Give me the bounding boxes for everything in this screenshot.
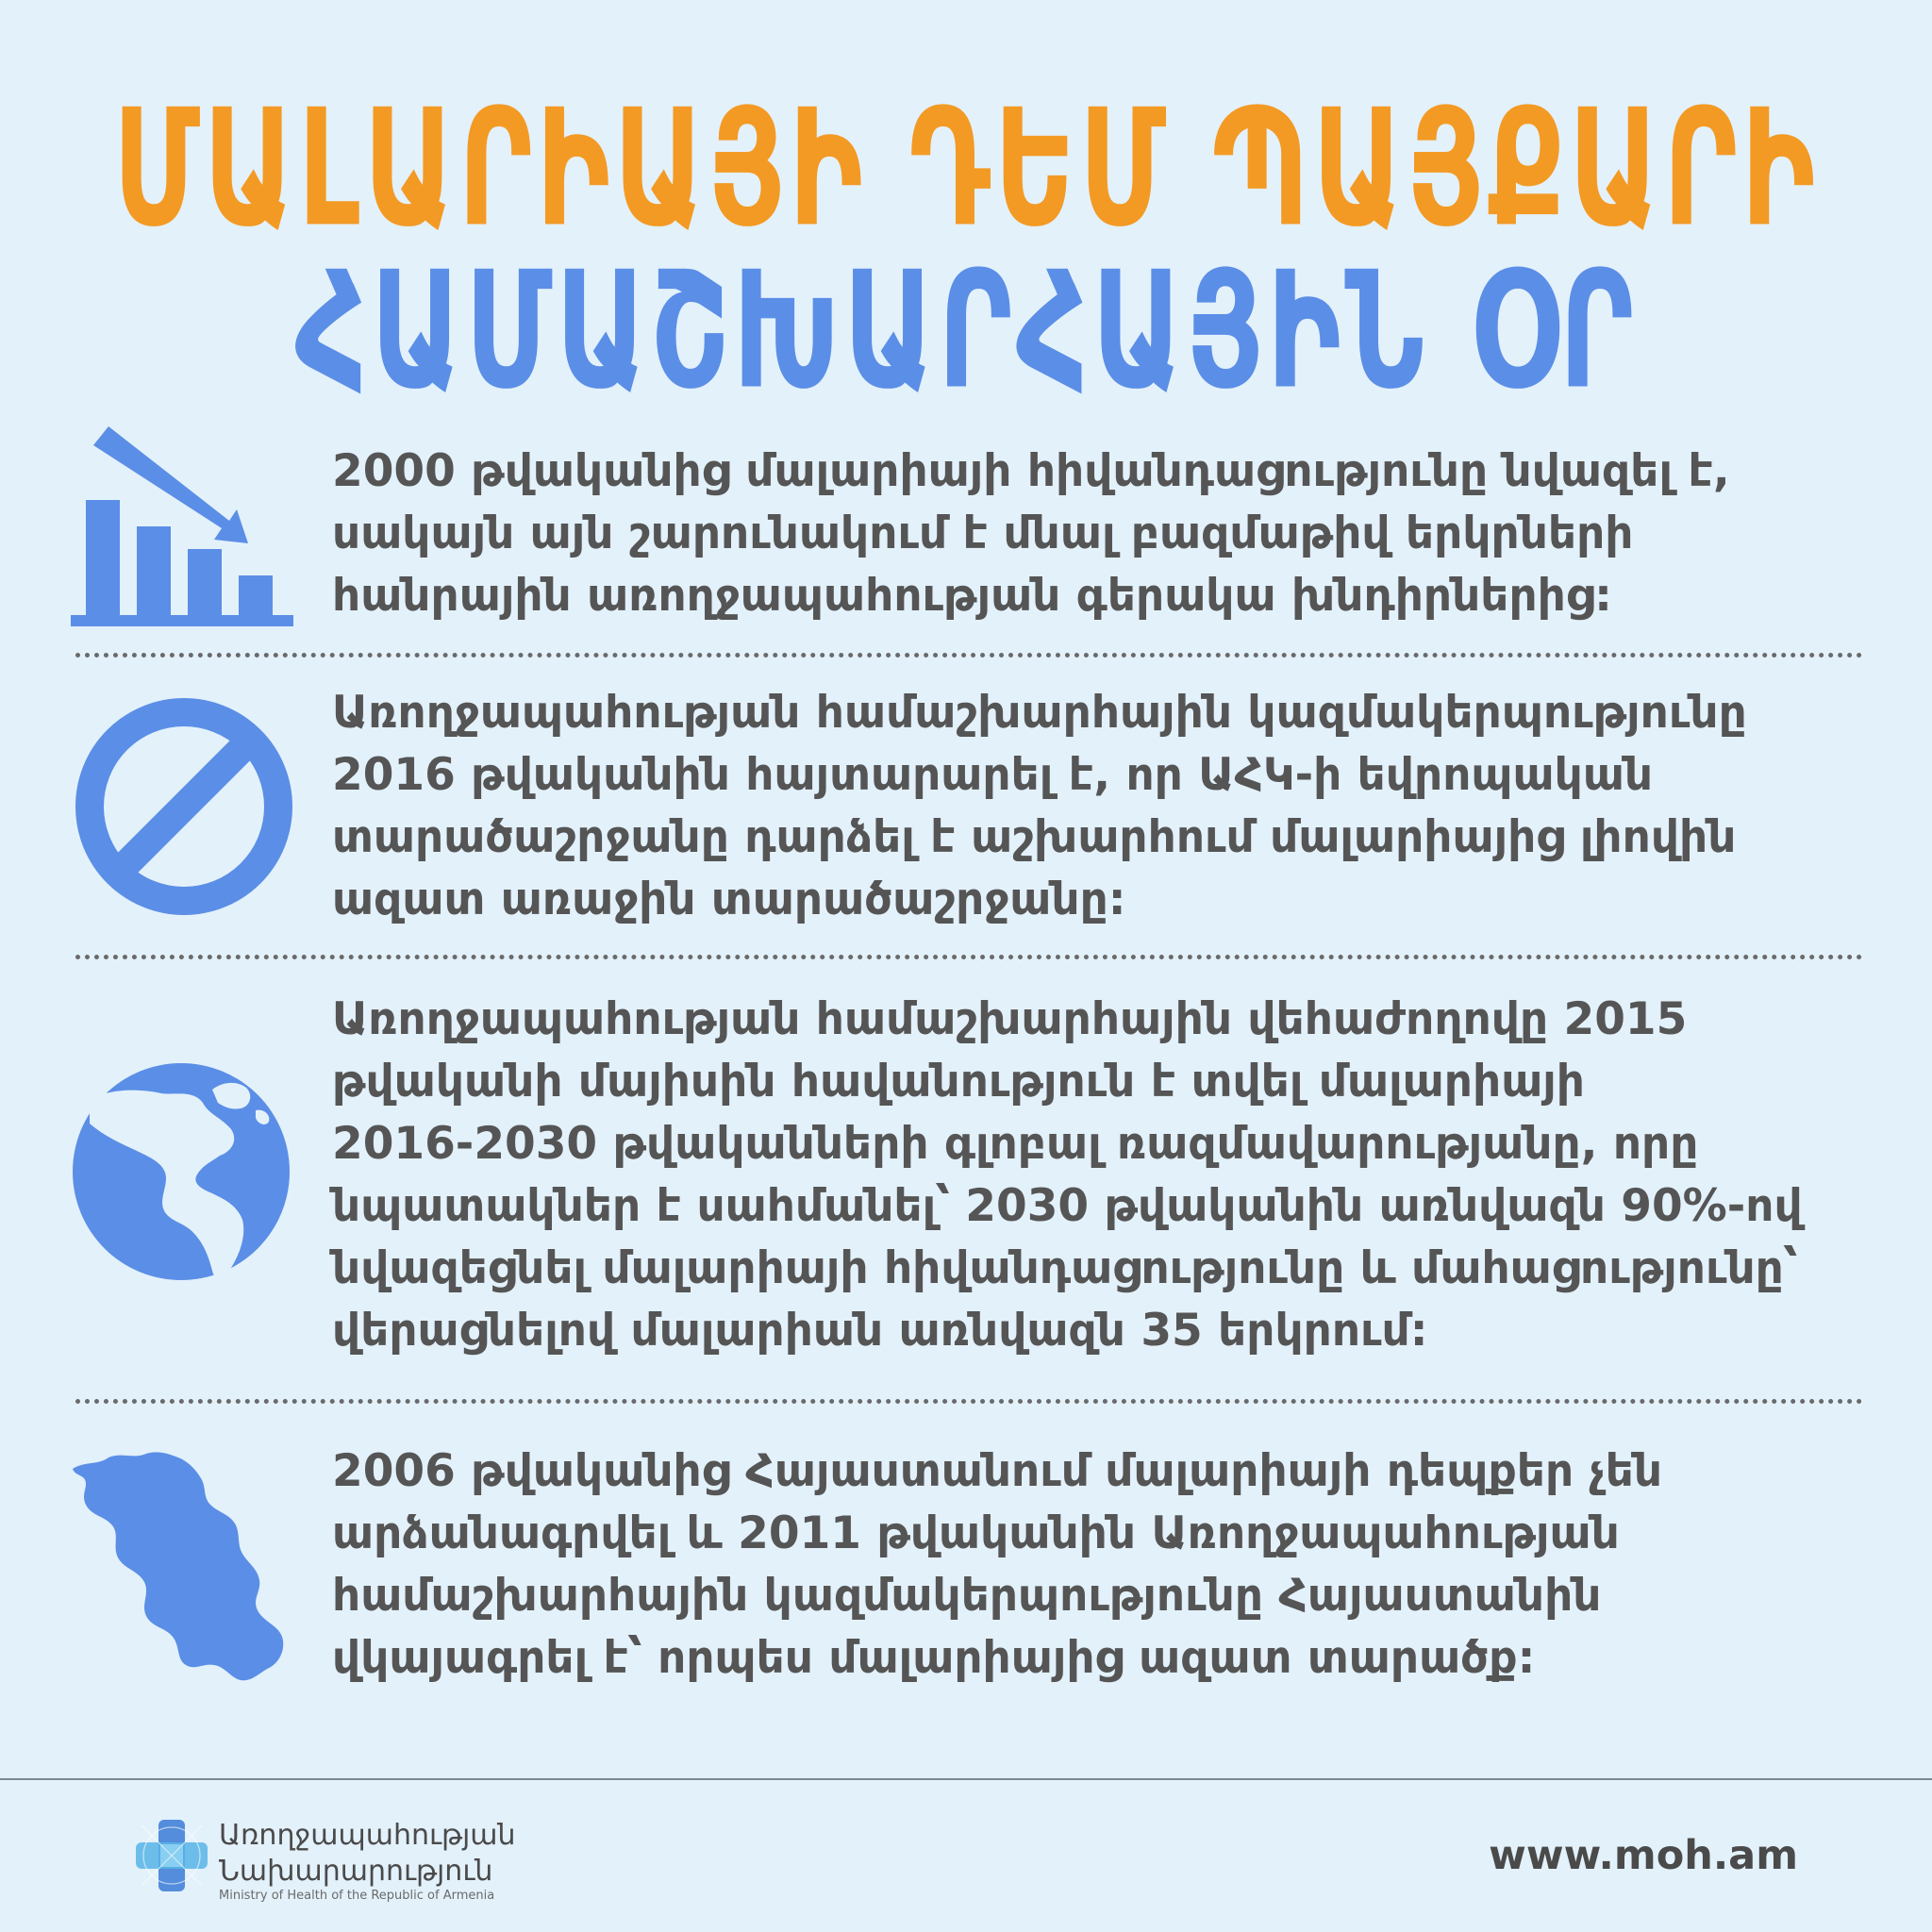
section-divider	[75, 1399, 1863, 1404]
prohibition-icon	[71, 693, 297, 920]
ministry-name-english: Ministry of Health of the Republic of Armenia	[219, 1889, 495, 1903]
fact-text-2: Առողջապահության համաշխարհային կազմակերպությունը 2016 թվականին հայտարարել է, որ ԱՀԿ-ի եվրոպական տարածաշրջանը դարձել է աշխարհում մալարիայից լիովին ազատ առաջին տարածաշրջանը:	[332, 687, 1747, 925]
section-divider	[75, 955, 1863, 959]
page-title-line2: ՀԱՄԱՇԽԱՐՀԱՅԻՆ ՕՐ	[294, 236, 1638, 425]
ministry-name-line1: Առողջապահության	[219, 1819, 516, 1852]
ministry-name-line2: Նախարարություն	[219, 1855, 493, 1888]
globe-icon	[71, 1061, 292, 1283]
ministry-logo-icon	[132, 1816, 212, 1896]
fact-text-3: Առողջապահության համաշխարհային վեհաժողովը 2015 թվականի մայիսին հավանություն է տվել մալարիայի 2016-2030 թվականների գլոբալ ռազմավարությանը, որը նպատակներ է սահմանել՝ 2030 թվականին առնվազն 90%-ով նվազեցնել մալարիայի հիվանդացությունը և մահացությունը՝ վերացնելով մալարիան առնվազն 35 երկրում:	[332, 993, 1803, 1357]
website-link[interactable]: www.moh.am	[1489, 1832, 1798, 1879]
footer-divider	[0, 1778, 1932, 1780]
declining-bar-chart-icon	[71, 425, 297, 632]
armenia-map-icon	[71, 1448, 302, 1684]
fact-text-1: 2000 թվականից մալարիայի հիվանդացությունը նվազել է, սակայն այն շարունակում է մնալ բազմաթիվ երկրների հանրային առողջապահության գերակա խնդիրներից:	[332, 445, 1730, 622]
fact-text-4: 2006 թվականից Հայաստանում մալարիայի դեպքեր չեն արձանագրվել և 2011 թվականին Առողջապահության համաշխարհային կազմակերպությունը Հայաստանին վկայագրել է՝ որպես մալարիայից ազատ տարածք:	[332, 1445, 1663, 1684]
page-title-line1: ՄԱԼԱՐԻԱՅԻ ԴԵՄ ՊԱՅՔԱՐԻ	[112, 74, 1820, 263]
section-divider	[75, 653, 1863, 658]
